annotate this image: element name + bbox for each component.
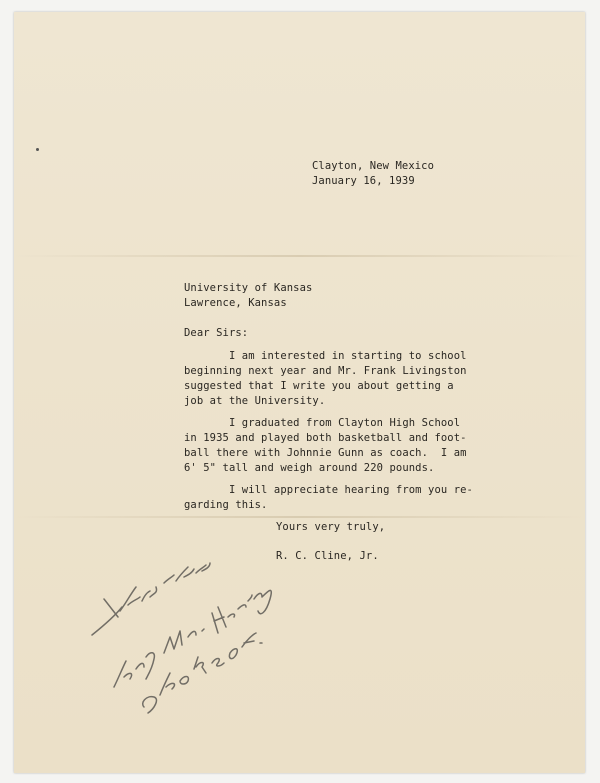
paragraph-line: in 1935 and played both basketball and foot- <box>184 432 467 444</box>
paragraph-line: job at the University. <box>184 395 326 407</box>
letter-date: January 16, 1939 <box>312 175 415 187</box>
paragraph-line: 6' 5" tall and weigh around 220 pounds. <box>184 462 435 474</box>
closing: Yours very truly, <box>276 521 386 533</box>
paragraph-line: I graduated from Clayton High School <box>184 417 461 429</box>
salutation: Dear Sirs: <box>184 327 249 339</box>
handwritten-note <box>84 557 284 717</box>
recipient-line: Lawrence, Kansas <box>184 297 287 309</box>
paragraph-line: garding this. <box>184 499 268 511</box>
paragraph-line: suggested that I write you about getting a <box>184 380 454 392</box>
paper-speck <box>36 148 39 151</box>
signature: R. C. Cline, Jr. <box>276 550 379 562</box>
paragraph-line: beginning next year and Mr. Frank Livingston <box>184 365 467 377</box>
letter-page <box>14 12 585 773</box>
paragraph-line: I am interested in starting to school <box>184 350 467 362</box>
fold-line <box>14 516 585 518</box>
recipient-line: University of Kansas <box>184 282 313 294</box>
fold-line <box>14 255 585 257</box>
paragraph-line: ball there with Johnnie Gunn as coach. I am <box>184 447 467 459</box>
paragraph-line: I will appreciate hearing from you re- <box>184 484 473 496</box>
sender-address-line: Clayton, New Mexico <box>312 160 435 172</box>
